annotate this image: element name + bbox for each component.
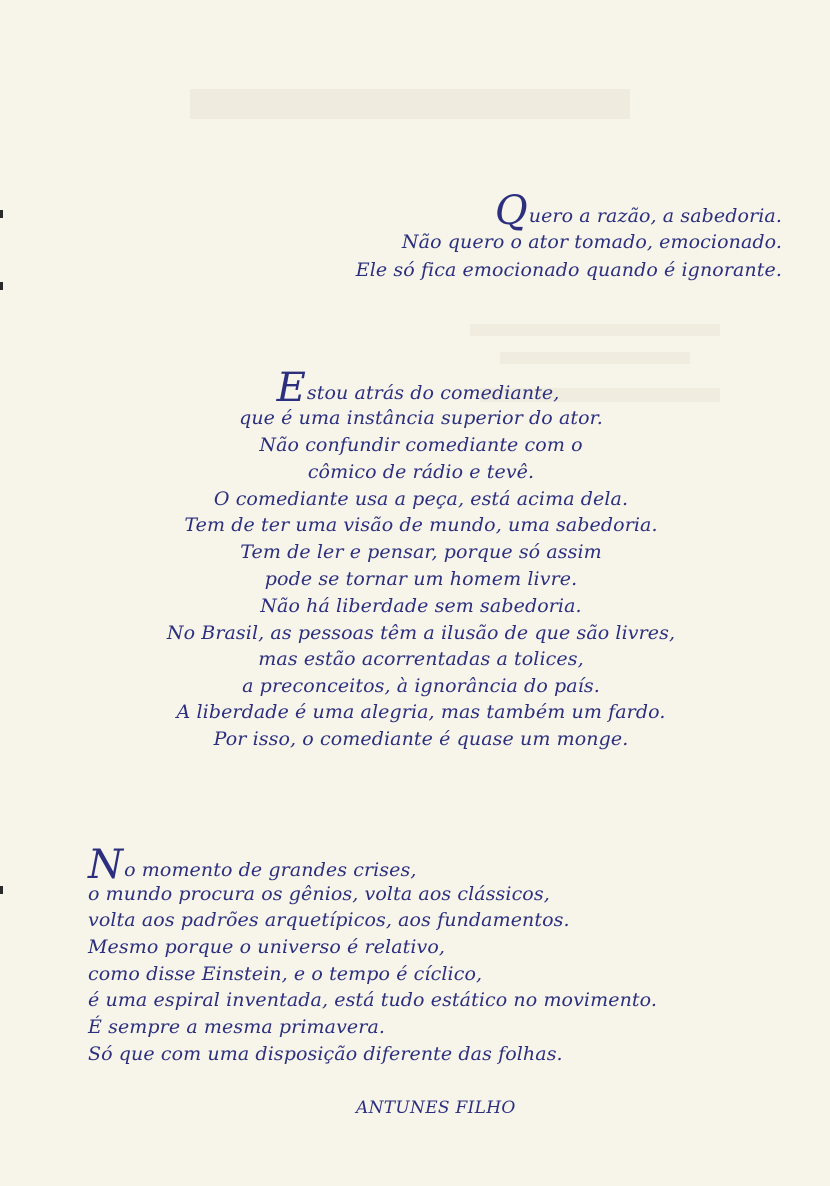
stanza-1-line-2: Não quero o ator tomado, emocionado.: [401, 231, 782, 253]
stanza-2-line-12: a preconceitos, à ignorância do país.: [242, 675, 600, 697]
stanza-3-text-1: o momento de grandes crises,: [124, 859, 417, 881]
stanza-3-line-8: Só que com uma disposição diferente das folhas.: [88, 1043, 563, 1065]
stanza-3-line-6: é uma espiral inventada, está tudo estático no movimento.: [88, 989, 657, 1011]
stanza-1-line-1: [494, 188, 782, 234]
stanza-2-line-11: mas estão acorrentadas a tolices,: [258, 648, 584, 670]
stanza-2-line-1: [0, 365, 830, 411]
stanza-1-line-3: Ele só fica emocionado quando é ignorante.: [355, 259, 782, 281]
stanza-3-line-7: É sempre a mesma primavera.: [88, 1016, 386, 1038]
scan-mark: [0, 210, 3, 218]
stanza-3-line-2: o mundo procura os gênios, volta aos clássicos,: [88, 883, 550, 905]
author-signature: ANTUNES FILHO: [356, 1098, 516, 1118]
stanza-3-line-4: Mesmo porque o universo é relativo,: [88, 936, 446, 958]
stanza-2-line-10: No Brasil, as pessoas têm a ilusão de que são livres,: [166, 622, 676, 644]
stanza-1-text-1: uero a razão, a sabedoria.: [528, 205, 782, 227]
stanza-3-line-5: como disse Einstein, e o tempo é cíclico,: [88, 963, 483, 985]
stanza-1-initial: Q: [494, 188, 528, 234]
stanza-2-line-9: Não há liberdade sem sabedoria.: [260, 595, 582, 617]
stanza-3-line-3: volta aos padrões arquetípicos, aos fundamentos.: [88, 909, 570, 931]
stanza-2-line-8: pode se tornar um homem livre.: [264, 568, 578, 590]
stanza-2-initial: E: [276, 365, 306, 411]
show-through-shape: [180, 71, 640, 131]
stanza-3-initial: N: [88, 842, 124, 888]
stanza-2-line-2: que é uma instância superior do ator.: [239, 407, 603, 429]
stanza-2-line-5: O comediante usa a peça, está acima dela.: [213, 488, 629, 510]
stanza-2-line-7: Tem de ler e pensar, porque só assim: [240, 541, 602, 563]
scan-mark: [0, 282, 3, 290]
stanza-2-line-14: Por isso, o comediante é quase um monge.: [213, 728, 629, 750]
stanza-2-line-3: Não confundir comediante com o: [259, 434, 583, 456]
stanza-2-line-13: A liberdade é uma alegria, mas também um fardo.: [176, 701, 666, 723]
show-through-decoration: [180, 70, 640, 131]
stanza-2-line-6: Tem de ter uma visão de mundo, uma sabedoria.: [184, 514, 658, 536]
scan-mark: [0, 886, 3, 894]
stanza-2-text-1: stou atrás do comediante,: [306, 382, 560, 404]
stanza-2-line-4: cômico de rádio e tevê.: [307, 461, 535, 483]
stanza-3-line-1: [88, 842, 417, 888]
